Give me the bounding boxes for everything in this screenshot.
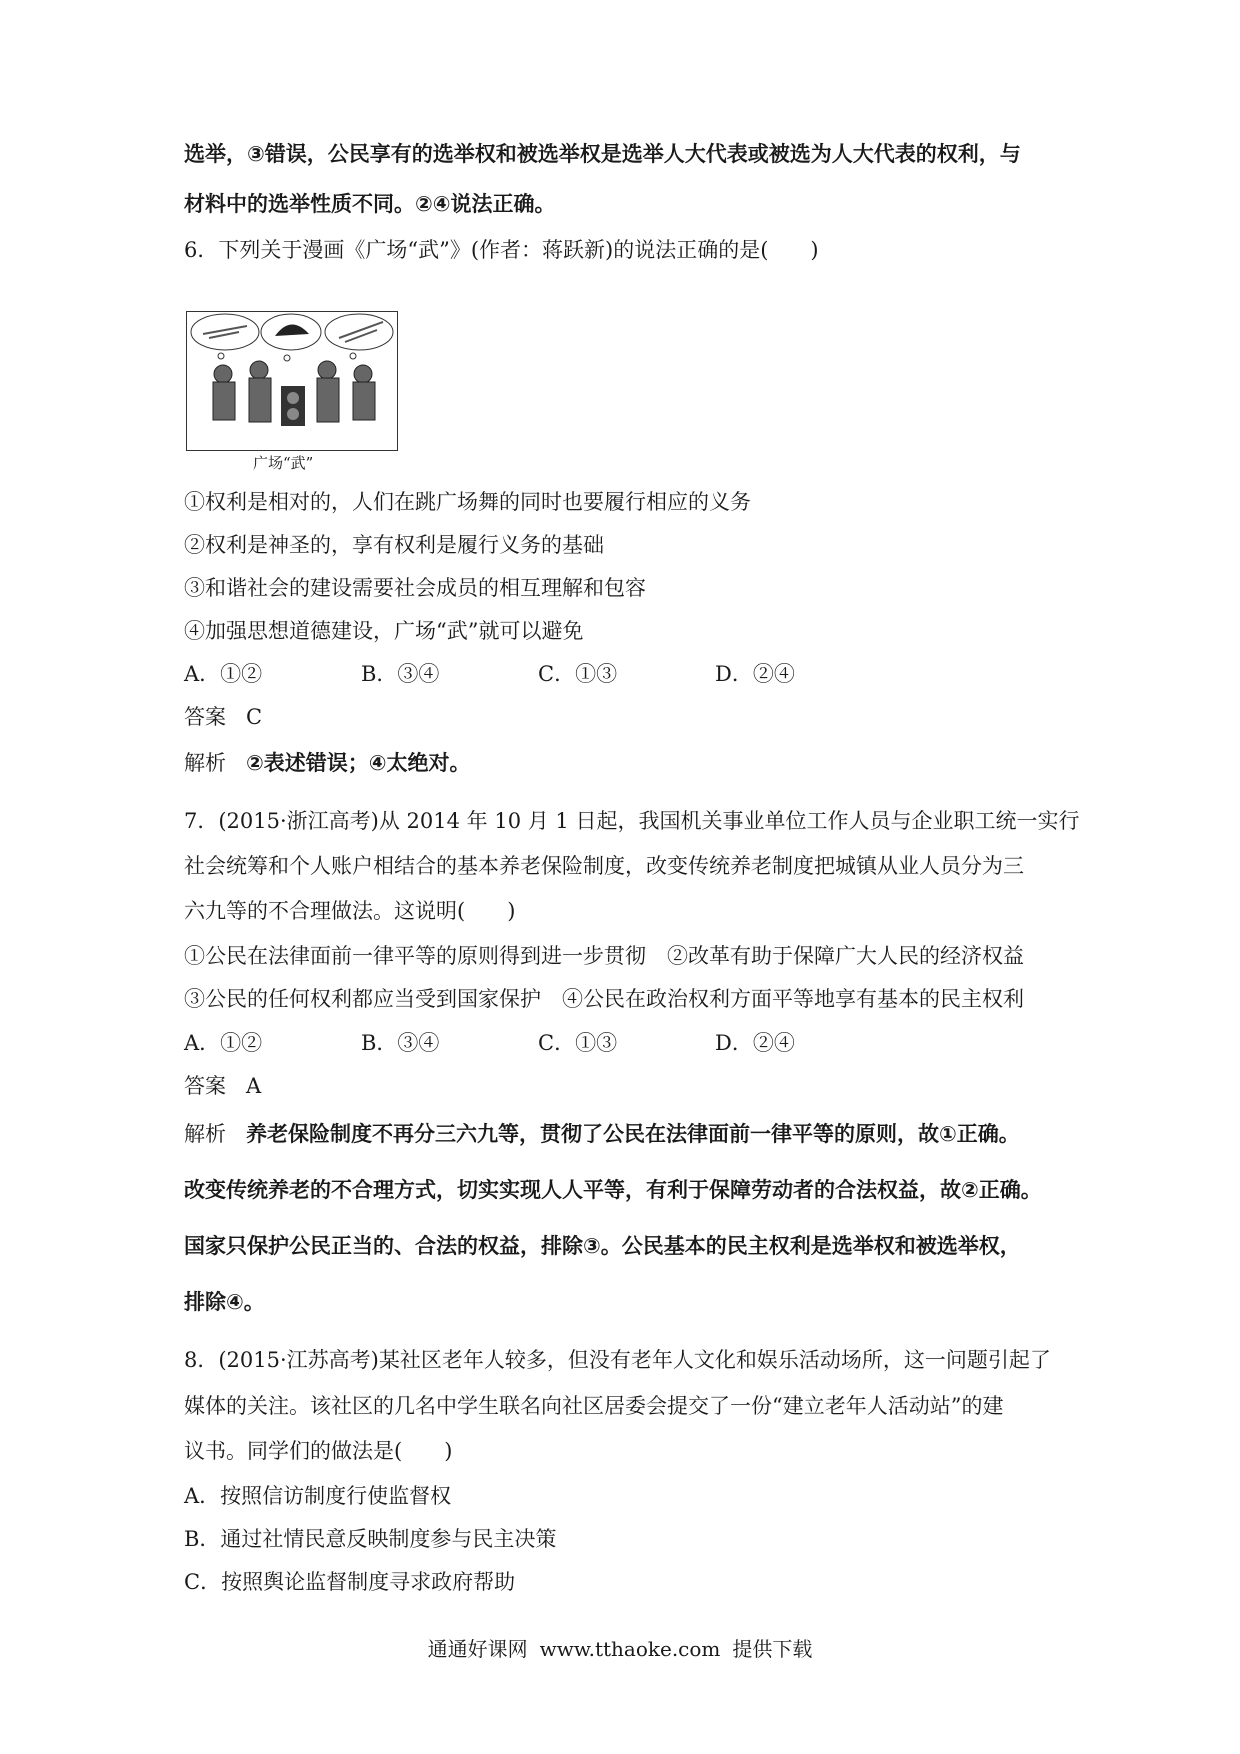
- q6-option-c: C．①③: [538, 662, 618, 686]
- q6-analysis: [184, 749, 1064, 777]
- q8-stem-line-2: 媒体的关注。该社区的几名中学生联名向社区居委会提交了一份“建立老年人活动站”的建: [184, 1394, 1004, 1418]
- q7-answer: [184, 1072, 1064, 1100]
- q7-stem-line-3: 六九等的不合理做法。这说明( ): [184, 899, 516, 923]
- footer-url[interactable]: www.tthaoke.com: [539, 1637, 721, 1661]
- q6-option-b: B．③④: [361, 662, 440, 686]
- q7-analysis-line-2: 改变传统养老的不合理方式，切实实现人人平等，有利于保障劳动者的合法权益，故②正确。: [184, 1178, 1042, 1202]
- q7-items-line-1: ①公民在法律面前一律平等的原则得到进一步贯彻 ②改革有助于保障广大人民的经济权益: [184, 944, 1024, 968]
- q7-options: [184, 1029, 1064, 1057]
- question-6-stem: 6．下列关于漫画《广场“武”》(作者：蒋跃新)的说法正确的是( ): [184, 238, 819, 262]
- q6-item-4: ④加强思想道德建设，广场“武”就可以避免: [184, 619, 584, 643]
- q8-stem-line-1: 8．(2015·江苏高考)某社区老年人较多，但没有老年人文化和娱乐活动场所，这一问题引起了: [184, 1348, 1051, 1372]
- answer-value: C: [246, 705, 263, 729]
- q7-option-d: D．②④: [715, 1031, 795, 1055]
- q6-item-2: ②权利是神圣的，享有权利是履行义务的基础: [184, 533, 604, 557]
- q8-option-b: B．通过社情民意反映制度参与民主决策: [184, 1527, 557, 1551]
- analysis-label: 解析: [184, 751, 226, 775]
- q6-option-a: A．①②: [184, 662, 263, 686]
- q6-item-1: ①权利是相对的，人们在跳广场舞的同时也要履行相应的义务: [184, 490, 751, 514]
- footer-site-name: 通通好课网: [427, 1637, 528, 1661]
- q6-option-d: D．②④: [715, 662, 795, 686]
- q7-stem-line-2: 社会统筹和个人账户相结合的基本养老保险制度，改变传统养老制度把城镇从业人员分为三: [184, 854, 1024, 878]
- q7-analysis-line-4: 排除④。: [184, 1290, 265, 1314]
- q7-analysis-line-3: 国家只保护公民正当的、合法的权益，排除③。公民基本的民主权利是选举权和被选举权，: [184, 1234, 1021, 1258]
- answer-value: A: [246, 1074, 262, 1098]
- analysis-continuation-line-1: 选举，③错误，公民享有的选举权和被选举权是选举人大代表或被选为人大代表的权利，与: [184, 142, 1021, 166]
- q6-answer: [184, 703, 1064, 731]
- q8-stem-line-3: 议书。同学们的做法是( ): [184, 1439, 453, 1463]
- q7-stem-line-1: 7．(2015·浙江高考)从 2014 年 10 月 1 日起，我国机关事业单位工作人员与企业职工统一实行: [184, 809, 1080, 833]
- analysis-text: 养老保险制度不再分三六九等，贯彻了公民在法律面前一律平等的原则，故①正确。: [246, 1122, 1020, 1146]
- analysis-continuation-line-2: 材料中的选举性质不同。②④说法正确。: [184, 192, 556, 216]
- q7-option-b: B．③④: [361, 1031, 440, 1055]
- analysis-text: ②表述错误；④太绝对。: [246, 751, 471, 775]
- analysis-label: 解析: [184, 1122, 226, 1146]
- page-footer: [0, 1636, 1240, 1662]
- q8-option-a: A．按照信访制度行使监督权: [184, 1484, 452, 1508]
- cartoon-image: [186, 311, 398, 451]
- q6-options: [184, 660, 1064, 688]
- cartoon-drawing: [187, 312, 397, 450]
- q7-analysis-line-1: [184, 1120, 1064, 1148]
- answer-label: 答案: [184, 1074, 226, 1098]
- q6-item-3: ③和谐社会的建设需要社会成员的相互理解和包容: [184, 576, 646, 600]
- q7-option-c: C．①③: [538, 1031, 618, 1055]
- cartoon-caption: 广场“武”: [253, 454, 314, 472]
- q7-items-line-2: ③公民的任何权利都应当受到国家保护 ④公民在政治权利方面平等地享有基本的民主权利: [184, 987, 1024, 1011]
- footer-suffix: 提供下载: [732, 1637, 813, 1661]
- q7-option-a: A．①②: [184, 1031, 263, 1055]
- q8-option-c: C．按照舆论监督制度寻求政府帮助: [184, 1570, 516, 1594]
- answer-label: 答案: [184, 705, 226, 729]
